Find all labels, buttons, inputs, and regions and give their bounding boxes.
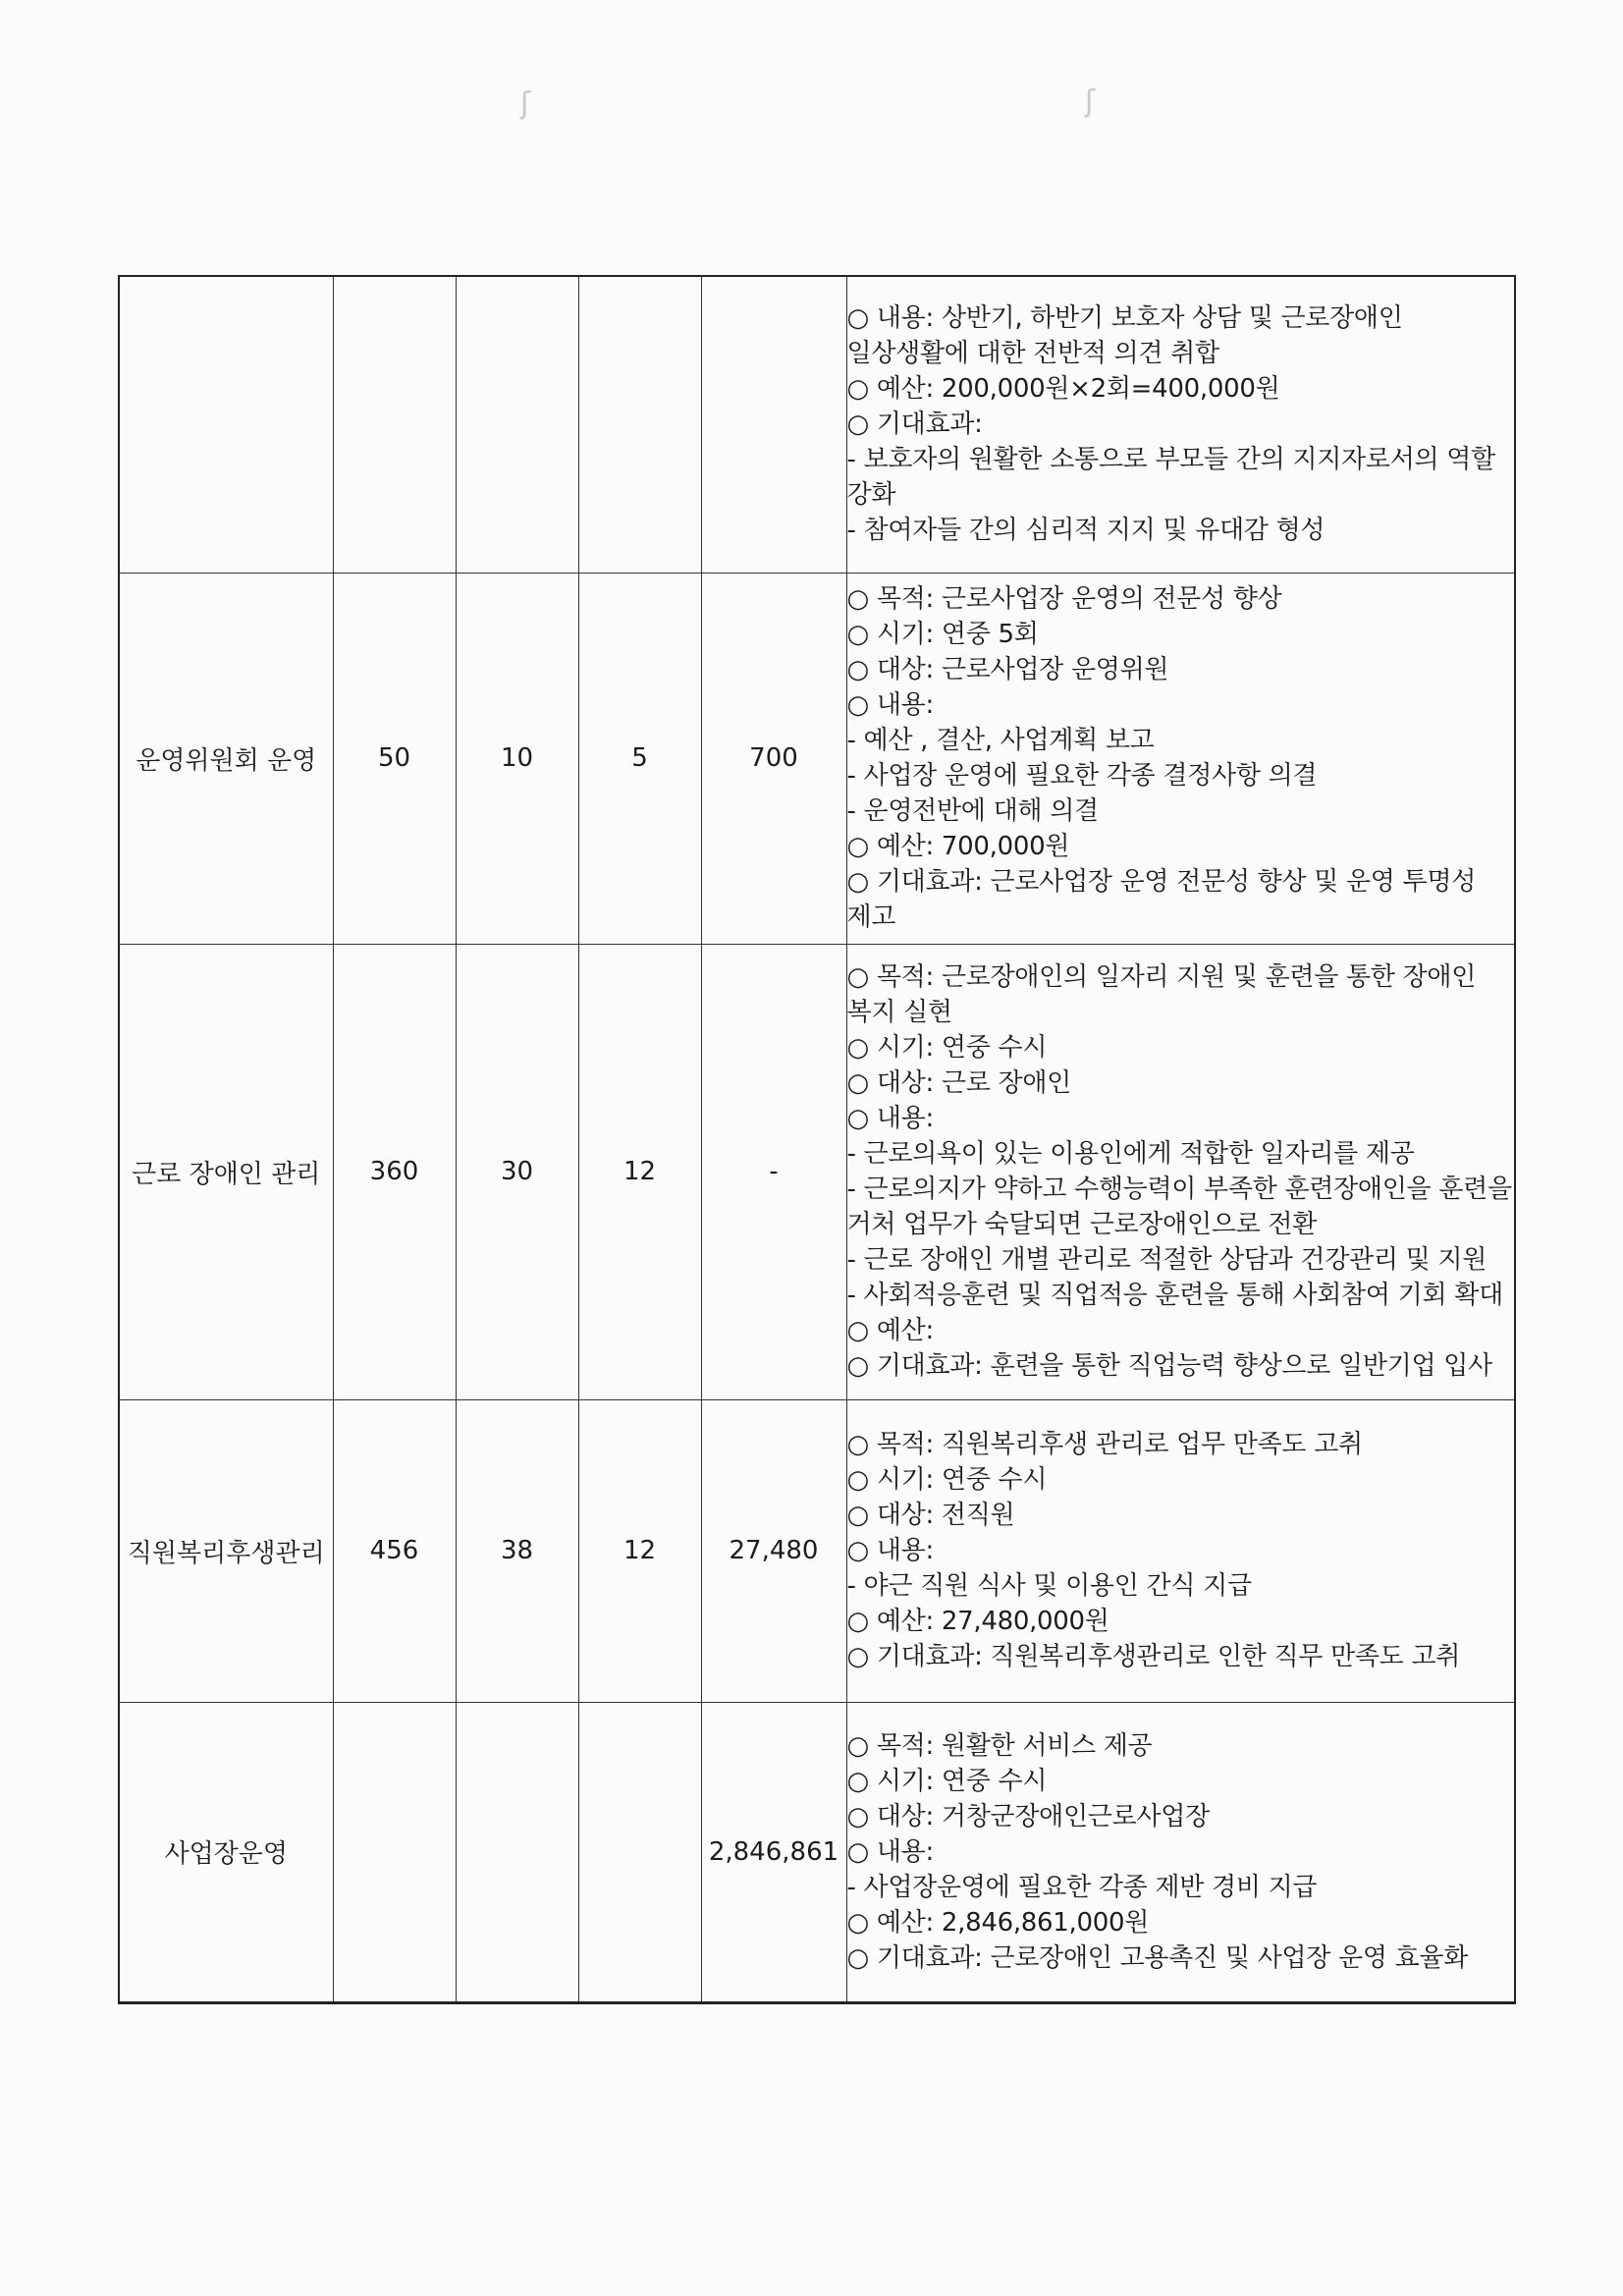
value-cell-2 bbox=[456, 1702, 578, 2002]
program-name-cell: 직원복리후생관리 bbox=[119, 1399, 333, 1702]
detail-line: - 예산 , 결산, 사업계획 보고 bbox=[846, 726, 1155, 755]
program-name-cell: 운영위원회 운영 bbox=[119, 573, 333, 944]
table-row bbox=[119, 276, 1515, 573]
detail-line: ○ 기대효과: 근로장애인 고용촉진 및 사업장 운영 효율화 bbox=[846, 1942, 1469, 1973]
value-cell-2: 30 bbox=[456, 944, 578, 1399]
detail-line: 강화 bbox=[846, 480, 896, 511]
detail-line: - 야근 직원 식사 및 이용인 간식 지급 bbox=[846, 1571, 1252, 1601]
value-cell-1 bbox=[333, 276, 456, 573]
table-row bbox=[119, 1399, 1515, 1702]
table-row bbox=[119, 944, 1515, 1399]
scan-mark: ʃ bbox=[1085, 84, 1096, 119]
value-cell-1: 456 bbox=[333, 1399, 456, 1702]
detail-line: ○ 대상: 전직원 bbox=[846, 1501, 1015, 1530]
detail-line: ○ 예산: 27,480,000원 bbox=[846, 1607, 1109, 1636]
value-cell-3: 12 bbox=[578, 1399, 701, 1702]
detail-line: ○ 내용: 상반기, 하반기 보호자 상담 및 근로장애인 bbox=[846, 303, 1403, 334]
detail-line: - 근로의욕이 있는 이용인에게 적합한 일자리를 제공 bbox=[846, 1139, 1415, 1169]
detail-line: - 보호자의 원활한 소통으로 부모들 간의 지지자로서의 역할 bbox=[846, 445, 1495, 475]
detail-line: ○ 예산: 200,000원×2회=400,000원 bbox=[846, 374, 1280, 405]
detail-line: 일상생활에 대한 전반적 의견 취합 bbox=[846, 339, 1219, 369]
details-cell bbox=[846, 276, 1515, 573]
budget-cell: 2,846,861 bbox=[701, 1702, 846, 2002]
value-cell-3: 5 bbox=[578, 573, 701, 944]
detail-line: ○ 예산: 2,846,861,000원 bbox=[846, 1907, 1150, 1938]
value-cell-1: 360 bbox=[333, 944, 456, 1399]
detail-line: ○ 기대효과: 훈련을 통한 직업능력 향상으로 일반기업 입사 bbox=[846, 1351, 1492, 1381]
detail-line: ○ 목적: 근로장애인의 일자리 지원 및 훈련을 통한 장애인 bbox=[846, 962, 1477, 992]
table-row bbox=[119, 1702, 1515, 2002]
detail-line: ○ 시기: 연중 수시 bbox=[846, 1465, 1048, 1495]
scan-mark: ʃ bbox=[520, 86, 531, 121]
detail-line: ○ 목적: 직원복리후생 관리로 업무 만족도 고취 bbox=[846, 1430, 1363, 1459]
detail-line: ○ 시기: 연중 5회 bbox=[846, 620, 1039, 649]
detail-line: - 사업장운영에 필요한 각종 제반 경비 지급 bbox=[846, 1872, 1318, 1902]
detail-line: - 근로의지가 약하고 수행능력이 부족한 훈련장애인을 훈련을 bbox=[846, 1175, 1512, 1204]
detail-line: ○ 목적: 근로사업장 운영의 전문성 향상 bbox=[846, 584, 1282, 614]
detail-line: ○ 내용: bbox=[846, 690, 934, 720]
budget-cell: 700 bbox=[701, 573, 846, 944]
detail-line: ○ 기대효과: bbox=[846, 410, 983, 440]
value-cell-2: 38 bbox=[456, 1399, 578, 1702]
program-name-cell: 사업장운영 bbox=[119, 1702, 333, 2002]
detail-line: ○ 내용: bbox=[846, 1836, 934, 1867]
table-row bbox=[119, 573, 1515, 944]
detail-line: ○ 기대효과: 근로사업장 운영 전문성 향상 및 운영 투명성 bbox=[846, 867, 1477, 897]
detail-line: - 사업장 운영에 필요한 각종 결정사항 의결 bbox=[846, 761, 1318, 791]
value-cell-3: 12 bbox=[578, 944, 701, 1399]
value-cell-2 bbox=[456, 276, 578, 573]
detail-line: ○ 시기: 연중 수시 bbox=[846, 1033, 1048, 1063]
detail-line: - 운영전반에 대해 의결 bbox=[846, 796, 1099, 826]
detail-line: ○ 내용: bbox=[846, 1536, 934, 1565]
detail-line: ○ 기대효과: 직원복리후생관리로 인한 직무 만족도 고취 bbox=[846, 1642, 1461, 1671]
detail-line: - 근로 장애인 개별 관리로 적절한 상담과 건강관리 및 지원 bbox=[846, 1245, 1488, 1275]
detail-line: ○ 예산: bbox=[846, 1316, 934, 1345]
details-cell bbox=[846, 573, 1515, 944]
detail-line: ○ 대상: 근로 장애인 bbox=[846, 1068, 1071, 1098]
details-cell bbox=[846, 1702, 1515, 2002]
detail-line: 거처 업무가 숙달되면 근로장애인으로 전환 bbox=[846, 1210, 1318, 1239]
program-name-cell: 근로 장애인 관리 bbox=[119, 944, 333, 1399]
budget-cell bbox=[701, 276, 846, 573]
value-cell-1: 50 bbox=[333, 573, 456, 944]
detail-line: ○ 대상: 거창군장애인근로사업장 bbox=[846, 1801, 1210, 1831]
detail-line: ○ 목적: 원활한 서비스 제공 bbox=[846, 1730, 1153, 1761]
detail-line: 제고 bbox=[846, 902, 896, 932]
value-cell-3 bbox=[578, 276, 701, 573]
value-cell-1 bbox=[333, 1702, 456, 2002]
detail-line: ○ 예산: 700,000원 bbox=[846, 832, 1070, 861]
detail-line: ○ 내용: bbox=[846, 1104, 934, 1133]
details-cell bbox=[846, 1399, 1515, 1702]
detail-line: - 사회적응훈련 및 직업적응 훈련을 통해 사회참여 기회 확대 bbox=[846, 1281, 1503, 1310]
business-plan-table bbox=[118, 275, 1516, 2004]
value-cell-2: 10 bbox=[456, 573, 578, 944]
detail-line: 복지 실현 bbox=[846, 998, 952, 1027]
value-cell-3 bbox=[578, 1702, 701, 2002]
detail-line: ○ 시기: 연중 수시 bbox=[846, 1766, 1048, 1796]
detail-line: ○ 대상: 근로사업장 운영위원 bbox=[846, 655, 1169, 684]
budget-cell: 27,480 bbox=[701, 1399, 846, 1702]
details-cell bbox=[846, 944, 1515, 1399]
program-name-cell bbox=[119, 276, 333, 573]
budget-cell: - bbox=[701, 944, 846, 1399]
detail-line: - 참여자들 간의 심리적 지지 및 유대감 형성 bbox=[846, 516, 1325, 546]
